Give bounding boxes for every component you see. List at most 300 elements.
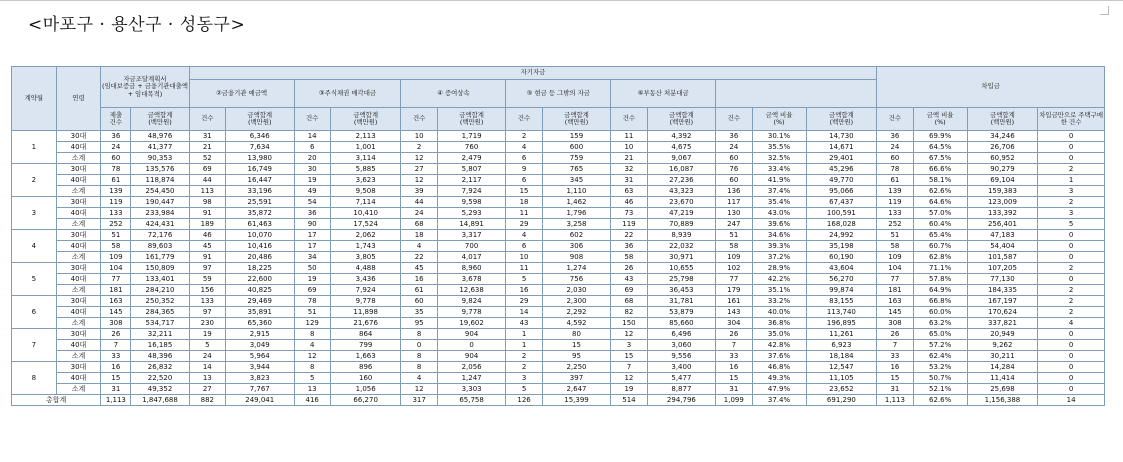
table-cell: 397 bbox=[542, 373, 611, 384]
table-cell: 4,017 bbox=[437, 252, 506, 263]
table-cell: 304 bbox=[716, 318, 752, 329]
table-cell: 3,805 bbox=[330, 252, 401, 263]
table-cell: 3 bbox=[1038, 208, 1105, 219]
table-cell: 33,196 bbox=[225, 186, 294, 197]
total-cell: 66,270 bbox=[330, 395, 401, 406]
table-cell: 64.5% bbox=[913, 142, 967, 153]
table-row bbox=[12, 230, 1105, 241]
table-cell: 11,105 bbox=[806, 373, 877, 384]
table-cell: 35 bbox=[401, 307, 437, 318]
table-cell: 60.7% bbox=[913, 241, 967, 252]
table-cell: 67.5% bbox=[913, 153, 967, 164]
table-cell: 3,678 bbox=[437, 274, 506, 285]
table-cell: 8,877 bbox=[647, 384, 716, 395]
table-cell: 11,414 bbox=[967, 373, 1038, 384]
age-cell: 소계 bbox=[56, 318, 101, 329]
table-cell: 34.6% bbox=[752, 230, 806, 241]
table-cell: 64.9% bbox=[913, 285, 967, 296]
table-cell: 43 bbox=[611, 274, 647, 285]
table-cell: 41.9% bbox=[752, 175, 806, 186]
table-cell: 759 bbox=[542, 153, 611, 164]
table-cell: 2 bbox=[1038, 285, 1105, 296]
table-cell: 17 bbox=[294, 241, 330, 252]
total-cell: 1,113 bbox=[101, 395, 131, 406]
table-cell: 29 bbox=[506, 296, 542, 307]
table-cell: 5 bbox=[294, 373, 330, 384]
table-cell: 0 bbox=[1038, 274, 1105, 285]
table-cell: 23,652 bbox=[806, 384, 877, 395]
table-cell: 37.6% bbox=[752, 351, 806, 362]
table-row bbox=[12, 340, 1105, 351]
table-cell: 3,823 bbox=[225, 373, 294, 384]
table-cell: 73 bbox=[611, 208, 647, 219]
table-cell: 10 bbox=[401, 131, 437, 142]
header-borrowed: 차입금 bbox=[877, 67, 1105, 108]
table-cell: 7 bbox=[716, 340, 752, 351]
table-cell: 69 bbox=[294, 285, 330, 296]
table-cell: 0 bbox=[1038, 384, 1105, 395]
table-cell: 15 bbox=[611, 351, 647, 362]
table-cell: 11,261 bbox=[806, 329, 877, 340]
table-cell: 196,895 bbox=[806, 318, 877, 329]
table-cell: 49,770 bbox=[806, 175, 877, 186]
table-cell: 69 bbox=[611, 285, 647, 296]
table-cell: 14,891 bbox=[437, 219, 506, 230]
table-cell: 1 bbox=[1038, 175, 1105, 186]
table-cell: 2,062 bbox=[330, 230, 401, 241]
table-cell: 20,486 bbox=[225, 252, 294, 263]
contract-month-cell: 7 bbox=[12, 329, 57, 362]
header-submit-count: 제출 건수 bbox=[101, 108, 131, 131]
table-cell: 2,056 bbox=[437, 362, 506, 373]
table-cell: 2 bbox=[1038, 307, 1105, 318]
table-cell: 159 bbox=[542, 131, 611, 142]
table-cell: 22,520 bbox=[131, 373, 189, 384]
header-own-amount: 금액합계 (백만원) bbox=[806, 108, 877, 131]
table-cell: 76 bbox=[716, 164, 752, 175]
table-cell: 69 bbox=[189, 164, 225, 175]
table-cell: 9,778 bbox=[437, 307, 506, 318]
table-cell: 49,352 bbox=[131, 384, 189, 395]
table-cell: 2,250 bbox=[542, 362, 611, 373]
table-cell: 159,383 bbox=[967, 186, 1038, 197]
table-cell: 4,675 bbox=[647, 142, 716, 153]
table-cell: 44 bbox=[401, 197, 437, 208]
table-cell: 46 bbox=[611, 197, 647, 208]
table-cell: 61 bbox=[877, 175, 913, 186]
table-row bbox=[12, 373, 1105, 384]
table-row bbox=[12, 318, 1105, 329]
table-cell: 0 bbox=[437, 340, 506, 351]
table-cell: 33 bbox=[716, 351, 752, 362]
table-cell: 80 bbox=[542, 329, 611, 340]
header-realestate-count: 건수 bbox=[611, 108, 647, 131]
table-cell: 119 bbox=[877, 197, 913, 208]
table-cell: 54,404 bbox=[967, 241, 1038, 252]
table-cell: 4 bbox=[506, 230, 542, 241]
table-cell: 26,706 bbox=[967, 142, 1038, 153]
contract-month-cell: 6 bbox=[12, 296, 57, 329]
table-cell: 181 bbox=[877, 285, 913, 296]
table-cell: 49 bbox=[294, 186, 330, 197]
table-cell: 36,453 bbox=[647, 285, 716, 296]
table-cell: 22 bbox=[401, 252, 437, 263]
total-cell: 15,399 bbox=[542, 395, 611, 406]
table-cell: 602 bbox=[542, 230, 611, 241]
table-cell: 66.6% bbox=[913, 164, 967, 175]
table-cell: 36 bbox=[611, 241, 647, 252]
table-cell: 61 bbox=[401, 285, 437, 296]
table-cell: 61,463 bbox=[225, 219, 294, 230]
table-cell: 181 bbox=[101, 285, 131, 296]
table-cell: 135,576 bbox=[131, 164, 189, 175]
table-cell: 20 bbox=[294, 153, 330, 164]
age-cell: 40대 bbox=[56, 142, 101, 153]
table-cell: 53,879 bbox=[647, 307, 716, 318]
header-stocks-count: 건수 bbox=[294, 108, 330, 131]
table-cell: 36 bbox=[101, 131, 131, 142]
table-cell: 4,392 bbox=[647, 131, 716, 142]
table-cell: 129 bbox=[294, 318, 330, 329]
table-cell: 62.8% bbox=[913, 252, 967, 263]
table-cell: 95 bbox=[401, 318, 437, 329]
table-cell: 14 bbox=[294, 131, 330, 142]
table-cell: 31 bbox=[101, 384, 131, 395]
table-cell: 100,591 bbox=[806, 208, 877, 219]
table-cell: 26 bbox=[716, 329, 752, 340]
table-cell: 18,184 bbox=[806, 351, 877, 362]
table-cell: 35,891 bbox=[225, 307, 294, 318]
table-cell: 4 bbox=[1038, 318, 1105, 329]
table-cell: 3,049 bbox=[225, 340, 294, 351]
table-cell: 60 bbox=[716, 175, 752, 186]
table-cell: 4 bbox=[294, 340, 330, 351]
table-cell: 1,462 bbox=[542, 197, 611, 208]
age-cell: 30대 bbox=[56, 362, 101, 373]
table-cell: 109 bbox=[877, 252, 913, 263]
total-cell: 416 bbox=[294, 395, 330, 406]
table-cell: 102 bbox=[716, 263, 752, 274]
table-cell: 57.2% bbox=[913, 340, 967, 351]
table-cell: 16,447 bbox=[225, 175, 294, 186]
table-row bbox=[12, 219, 1105, 230]
table-cell: 163 bbox=[877, 296, 913, 307]
table-cell: 26 bbox=[611, 263, 647, 274]
table-cell: 8 bbox=[401, 362, 437, 373]
contract-month-cell: 3 bbox=[12, 197, 57, 230]
table-cell: 25,798 bbox=[647, 274, 716, 285]
table-cell: 18,225 bbox=[225, 263, 294, 274]
total-cell: 317 bbox=[401, 395, 437, 406]
table-cell: 37.4% bbox=[752, 186, 806, 197]
table-cell: 16,087 bbox=[647, 164, 716, 175]
header-own-funds-summary bbox=[716, 80, 877, 108]
header-gift-amount: 금액합계 (백만원) bbox=[437, 108, 506, 131]
table-cell: 10 bbox=[611, 142, 647, 153]
table-cell: 34 bbox=[294, 252, 330, 263]
table-cell: 25,591 bbox=[225, 197, 294, 208]
table-cell: 5,807 bbox=[437, 164, 506, 175]
table-cell: 71.1% bbox=[913, 263, 967, 274]
table-cell: 63 bbox=[611, 186, 647, 197]
table-cell: 8 bbox=[294, 329, 330, 340]
table-cell: 3,114 bbox=[330, 153, 401, 164]
header-amount-total: 금액합계 (백만원) bbox=[131, 108, 189, 131]
table-cell: 109 bbox=[716, 252, 752, 263]
age-cell: 40대 bbox=[56, 274, 101, 285]
table-cell: 36 bbox=[877, 131, 913, 142]
header-borrowed-ratio: 금액 비율 (%) bbox=[913, 108, 967, 131]
table-cell: 14,730 bbox=[806, 131, 877, 142]
table-cell: 2 bbox=[506, 131, 542, 142]
table-cell: 284,210 bbox=[131, 285, 189, 296]
table-cell: 0 bbox=[1038, 142, 1105, 153]
table-cell: 52 bbox=[189, 153, 225, 164]
table-row bbox=[12, 208, 1105, 219]
table-cell: 0 bbox=[1038, 252, 1105, 263]
table-cell: 60,952 bbox=[967, 153, 1038, 164]
table-cell: 30.1% bbox=[752, 131, 806, 142]
table-cell: 57.8% bbox=[913, 274, 967, 285]
table-cell: 45,296 bbox=[806, 164, 877, 175]
table-cell: 60 bbox=[101, 153, 131, 164]
table-cell: 3 bbox=[611, 340, 647, 351]
header-cash: ⑤ 현금 등 그밖의 자금 bbox=[506, 80, 611, 108]
table-cell: 48,976 bbox=[131, 131, 189, 142]
total-cell: 37.4% bbox=[752, 395, 806, 406]
total-row bbox=[12, 395, 1105, 406]
table-cell: 82 bbox=[611, 307, 647, 318]
age-cell: 30대 bbox=[56, 329, 101, 340]
total-cell: 1,099 bbox=[716, 395, 752, 406]
table-cell: 9 bbox=[506, 164, 542, 175]
table-cell: 3,436 bbox=[330, 274, 401, 285]
table-cell: 12 bbox=[401, 384, 437, 395]
table-row bbox=[12, 186, 1105, 197]
table-cell: 284,365 bbox=[131, 307, 189, 318]
table-cell: 896 bbox=[330, 362, 401, 373]
header-own-ratio: 금액 비율 (%) bbox=[752, 108, 806, 131]
table-cell: 9,778 bbox=[330, 296, 401, 307]
table-cell: 90,279 bbox=[967, 164, 1038, 175]
header-cash-count: 건수 bbox=[506, 108, 542, 131]
table-cell: 145 bbox=[101, 307, 131, 318]
table-cell: 10,655 bbox=[647, 263, 716, 274]
table-cell: 57.0% bbox=[913, 208, 967, 219]
table-cell: 3,060 bbox=[647, 340, 716, 351]
table-cell: 3,400 bbox=[647, 362, 716, 373]
table-cell: 47,183 bbox=[967, 230, 1038, 241]
age-cell: 40대 bbox=[56, 241, 101, 252]
age-cell: 40대 bbox=[56, 373, 101, 384]
total-cell: 62.6% bbox=[913, 395, 967, 406]
table-cell: 2 bbox=[1038, 164, 1105, 175]
table-cell: 13,980 bbox=[225, 153, 294, 164]
table-cell: 30,211 bbox=[967, 351, 1038, 362]
table-cell: 51 bbox=[294, 307, 330, 318]
table-cell: 26 bbox=[877, 329, 913, 340]
table-cell: 13 bbox=[294, 384, 330, 395]
table-cell: 65,360 bbox=[225, 318, 294, 329]
table-cell: 0 bbox=[1038, 362, 1105, 373]
table-cell: 47.9% bbox=[752, 384, 806, 395]
table-cell: 21,676 bbox=[330, 318, 401, 329]
page-top-border bbox=[0, 0, 1123, 1]
contract-month-cell: 4 bbox=[12, 230, 57, 263]
table-cell: 10,070 bbox=[225, 230, 294, 241]
table-cell: 345 bbox=[542, 175, 611, 186]
table-cell: 72,176 bbox=[131, 230, 189, 241]
table-cell: 77,130 bbox=[967, 274, 1038, 285]
table-cell: 7 bbox=[101, 340, 131, 351]
table-cell: 5,885 bbox=[330, 164, 401, 175]
table-cell: 22,032 bbox=[647, 241, 716, 252]
age-cell: 소계 bbox=[56, 285, 101, 296]
table-cell: 62.4% bbox=[913, 351, 967, 362]
table-cell: 14 bbox=[189, 362, 225, 373]
table-cell: 6 bbox=[294, 142, 330, 153]
table-cell: 8 bbox=[401, 329, 437, 340]
table-cell: 39.3% bbox=[752, 241, 806, 252]
contract-month-cell: 8 bbox=[12, 362, 57, 395]
age-cell: 40대 bbox=[56, 340, 101, 351]
table-cell: 78 bbox=[294, 296, 330, 307]
total-cell: 65,758 bbox=[437, 395, 506, 406]
header-own-funds: 자기자금 bbox=[189, 67, 877, 80]
table-cell: 3,944 bbox=[225, 362, 294, 373]
table-cell: 161 bbox=[716, 296, 752, 307]
table-cell: 168,028 bbox=[806, 219, 877, 230]
table-cell: 24,992 bbox=[806, 230, 877, 241]
table-cell: 20,949 bbox=[967, 329, 1038, 340]
table-cell: 2,479 bbox=[437, 153, 506, 164]
table-cell: 31 bbox=[716, 384, 752, 395]
funding-plan-table bbox=[11, 66, 1105, 406]
table-cell: 3,258 bbox=[542, 219, 611, 230]
table-cell: 1,110 bbox=[542, 186, 611, 197]
table-cell: 1,796 bbox=[542, 208, 611, 219]
header-deposit-count: 건수 bbox=[189, 108, 225, 131]
total-cell: 691,290 bbox=[806, 395, 877, 406]
table-cell: 63.2% bbox=[913, 318, 967, 329]
table-cell: 58.1% bbox=[913, 175, 967, 186]
table-cell: 5,477 bbox=[647, 373, 716, 384]
age-cell: 40대 bbox=[56, 208, 101, 219]
table-cell: 7,114 bbox=[330, 197, 401, 208]
table-cell: 49.3% bbox=[752, 373, 806, 384]
table-row bbox=[12, 153, 1105, 164]
table-cell: 36.8% bbox=[752, 318, 806, 329]
table-cell: 59 bbox=[189, 274, 225, 285]
table-cell: 51 bbox=[101, 230, 131, 241]
table-row bbox=[12, 241, 1105, 252]
table-cell: 5 bbox=[506, 384, 542, 395]
table-cell: 119 bbox=[611, 219, 647, 230]
table-cell: 37.2% bbox=[752, 252, 806, 263]
table-cell: 6,923 bbox=[806, 340, 877, 351]
table-cell: 31 bbox=[877, 384, 913, 395]
table-cell: 139 bbox=[877, 186, 913, 197]
table-cell: 16 bbox=[401, 274, 437, 285]
total-cell: 1,156,388 bbox=[967, 395, 1038, 406]
table-cell: 424,431 bbox=[131, 219, 189, 230]
table-cell: 33.4% bbox=[752, 164, 806, 175]
table-cell: 864 bbox=[330, 329, 401, 340]
table-cell: 12 bbox=[401, 175, 437, 186]
table-cell: 35.1% bbox=[752, 285, 806, 296]
table-cell: 6 bbox=[506, 175, 542, 186]
table-cell: 32.5% bbox=[752, 153, 806, 164]
table-cell: 10,410 bbox=[330, 208, 401, 219]
table-cell: 77 bbox=[716, 274, 752, 285]
table-cell: 34,246 bbox=[967, 131, 1038, 142]
table-cell: 308 bbox=[877, 318, 913, 329]
table-cell: 167,197 bbox=[967, 296, 1038, 307]
table-cell: 21 bbox=[611, 153, 647, 164]
table-cell: 21 bbox=[189, 142, 225, 153]
table-cell: 170,624 bbox=[967, 307, 1038, 318]
table-cell: 10,416 bbox=[225, 241, 294, 252]
contract-month-cell: 2 bbox=[12, 164, 57, 197]
table-cell: 19 bbox=[189, 329, 225, 340]
table-cell: 0 bbox=[1038, 153, 1105, 164]
table-cell: 39.6% bbox=[752, 219, 806, 230]
table-cell: 2 bbox=[401, 142, 437, 153]
table-cell: 32,211 bbox=[131, 329, 189, 340]
age-cell: 소계 bbox=[56, 384, 101, 395]
header-deposit: ②금융기관 예금액 bbox=[189, 80, 294, 108]
table-row bbox=[12, 296, 1105, 307]
table-cell: 14,284 bbox=[967, 362, 1038, 373]
table-cell: 250,352 bbox=[131, 296, 189, 307]
table-cell: 1,663 bbox=[330, 351, 401, 362]
total-cell: 1,847,688 bbox=[131, 395, 189, 406]
table-cell: 7 bbox=[611, 362, 647, 373]
table-cell: 19 bbox=[294, 274, 330, 285]
table-cell: 60,190 bbox=[806, 252, 877, 263]
total-cell: 14 bbox=[1038, 395, 1105, 406]
table-cell: 18 bbox=[401, 230, 437, 241]
table-cell: 252 bbox=[877, 219, 913, 230]
table-cell: 4,488 bbox=[330, 263, 401, 274]
table-cell: 12 bbox=[294, 351, 330, 362]
table-cell: 113,740 bbox=[806, 307, 877, 318]
table-cell: 60.0% bbox=[913, 307, 967, 318]
table-cell: 0 bbox=[1038, 340, 1105, 351]
table-cell: 12,547 bbox=[806, 362, 877, 373]
table-cell: 91 bbox=[189, 208, 225, 219]
page-title: <마포구 · 용산구 · 성동구> bbox=[28, 15, 246, 35]
table-cell: 8,960 bbox=[437, 263, 506, 274]
table-cell: 150 bbox=[611, 318, 647, 329]
table-cell: 35,872 bbox=[225, 208, 294, 219]
table-cell: 0 bbox=[1038, 373, 1105, 384]
age-cell: 30대 bbox=[56, 197, 101, 208]
table-cell: 0 bbox=[401, 340, 437, 351]
table-cell: 61 bbox=[101, 175, 131, 186]
table-row bbox=[12, 175, 1105, 186]
age-cell: 소계 bbox=[56, 153, 101, 164]
table-cell: 6,346 bbox=[225, 131, 294, 142]
table-cell: 104 bbox=[101, 263, 131, 274]
table-cell: 24 bbox=[401, 208, 437, 219]
header-stocks-amount: 금액합계 (백만원) bbox=[330, 108, 401, 131]
table-cell: 90 bbox=[294, 219, 330, 230]
table-cell: 799 bbox=[330, 340, 401, 351]
table-cell: 15 bbox=[506, 186, 542, 197]
table-cell: 7,634 bbox=[225, 142, 294, 153]
header-own-count: 건수 bbox=[716, 108, 752, 131]
